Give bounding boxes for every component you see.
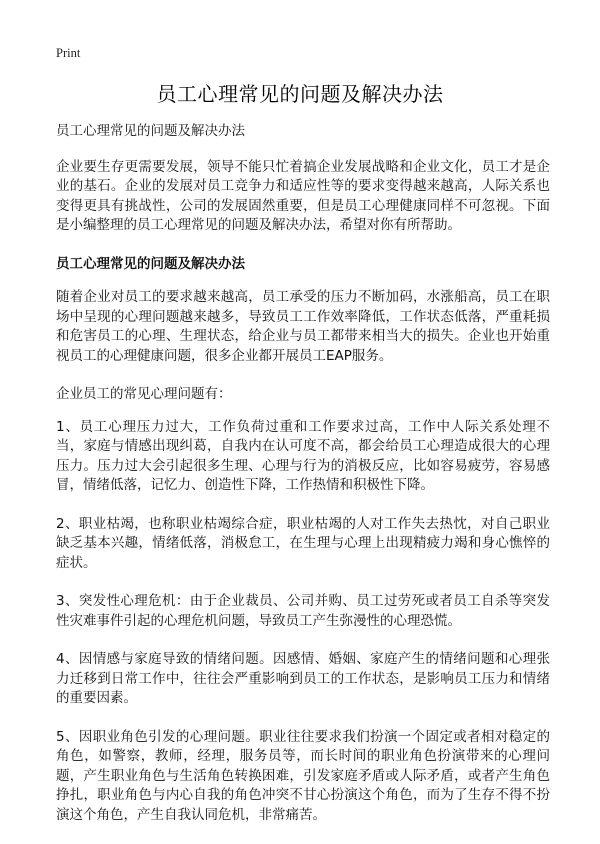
section-paragraph: 随着企业对员工的要求越来越高，员工承受的压力不断加码，水涨船高，员工在职场中呈现的心理问题越来越多，导致员工工作效率降低，工作状态低落，严重耗损和危害员工的心理、生理状态，给企业与员工都带来相当大的损失。企业也开始重视员工的心理健康问题，很多企业都开展员工EAP服务。 xyxy=(56,289,550,364)
article-body xyxy=(56,122,550,844)
list-item: 1、员工心理压力过大，工作负荷过重和工作要求过高，工作中人际关系处理不当，家庭与情感出现纠葛，自我内在认可度不高，都会给员工心理造成很大的心理压力。压力过大会引起很多生理、心理与行为的消极反应，比如容易疲劳，容易感冒，情绪低落，记忆力、创造性下降，工作热情和积极性下降。 xyxy=(56,418,550,493)
list-item: 4、因情感与家庭导致的情绪问题。因感情、婚姻、家庭产生的情绪问题和心理张力迁移到日常工作中，往往会严重影响到员工的工作状态，是影响员工压力和情绪的重要因素。 xyxy=(56,651,550,706)
print-link[interactable]: Print xyxy=(56,46,81,60)
section-heading: 员工心理常见的问题及解决办法 xyxy=(56,255,245,272)
list-intro: 企业员工的常见心理问题有： xyxy=(56,386,232,402)
list-item: 2、职业枯竭，也称职业枯竭综合症，职业枯竭的人对工作失去热忱，对自己职业缺乏基本兴趣，情绪低落，消极怠工，在生理与心理上出现精疲力竭和身心憔悴的症状。 xyxy=(56,515,550,571)
list-item: 5、因职业角色引发的心理问题。职业往往要求我们扮演一个固定或者相对稳定的角色，如警察，教师，经理，服务员等，而长时间的职业角色扮演带来的心理问题，产生职业角色与生活角色转换困难，引发家庭矛盾或人际矛盾，或者产生角色挣扎，职业角色与内心自我的角色冲突不甘心扮演这个角色，而为了生存不得不扮演这个角色，产生自我认同危机，非常痛苦。 xyxy=(56,728,550,823)
page-title: 员工心理常见的问题及解决办法 xyxy=(156,82,444,106)
article-subtitle: 员工心理常见的问题及解决办法 xyxy=(56,123,245,139)
intro-paragraph: 企业要生存更需要发展，领导不能只忙着搞企业发展战略和企业文化，员工才是企业的基石。企业的发展对员工竞争力和适应性等的要求变得越来越高，人际关系也变得更具有挑战性，公司的发展固然重要，但是员工心理健康同样不可忽视。下面是小编整理的员工心理常见的问题及解决办法，希望对你有所帮助。 xyxy=(56,158,550,233)
list-item: 3、突发性心理危机：由于企业裁员、公司并购、员工过劳死或者员工自杀等突发性灾难事件引起的心理危机问题，导致员工产生弥漫性的心理恐慌。 xyxy=(56,593,550,629)
